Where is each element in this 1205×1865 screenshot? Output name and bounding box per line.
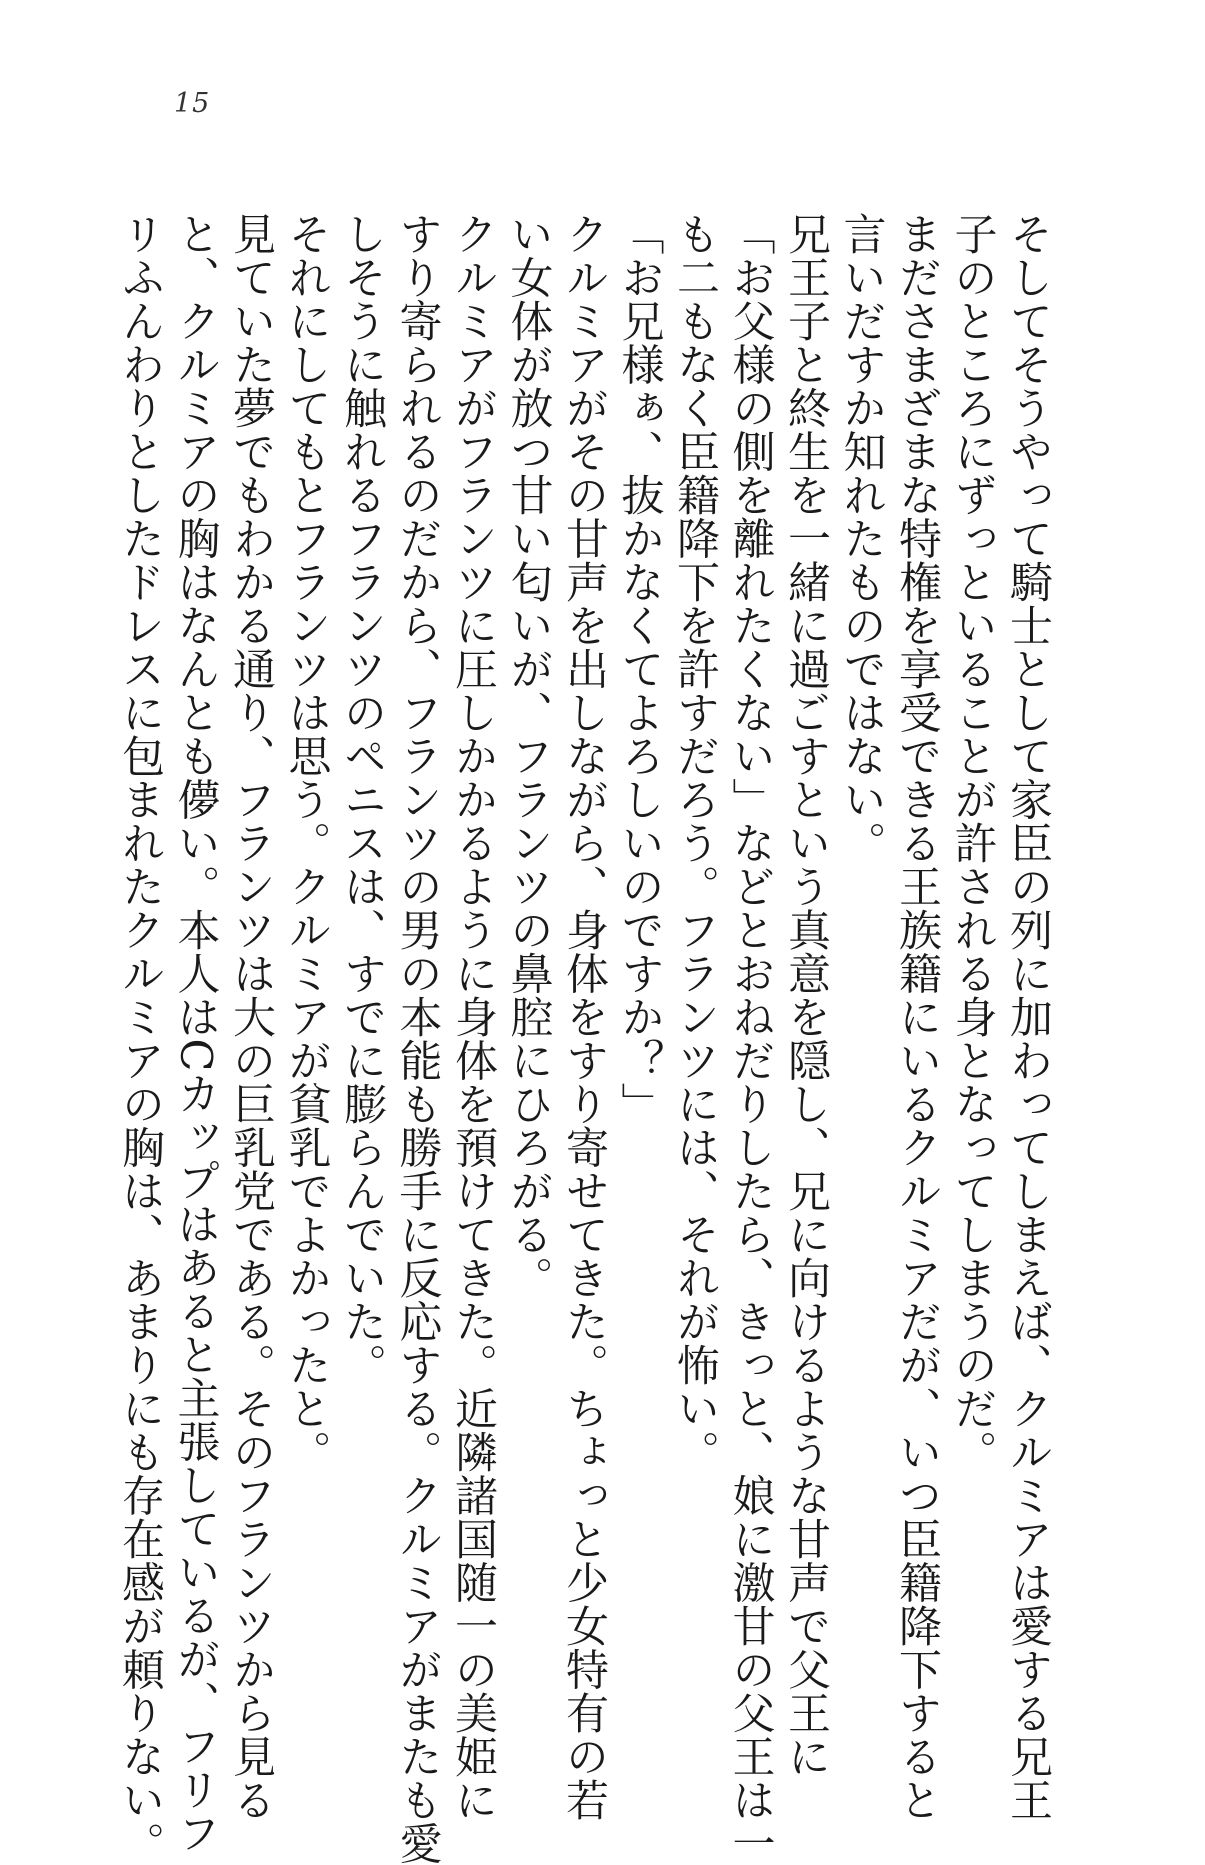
- text-line: 言いだすか知れたものではない。: [836, 212, 887, 865]
- page-number: 15: [174, 88, 211, 119]
- text-line: 兄王子と終生を一緒に過ごすという真意を隠し、兄に向けるような甘声で父王に: [781, 212, 831, 1778]
- text-line: と、クルミアの胸はなんとも儚い。本人はCカップはあると主張しているが、フリフ: [170, 212, 221, 1855]
- text-line: 子のところにずっといることが許される身となってしまうのだ。: [947, 212, 998, 1474]
- text-line: しそうに触れるフランツのペニスは、すでに膨らんでいた。: [337, 212, 387, 1387]
- text-line: 見ていた夢でもわかる通り、フランツは大の巨乳党である。そのフランツから見る: [226, 212, 276, 1822]
- text-line: まださまざまな特権を享受できる王族籍にいるクルミアだが、いつ臣籍降下すると: [892, 212, 942, 1822]
- text-line: クルミアがその甘声を出しながら、身体をすり寄せてきた。ちょっと少女特有の若: [559, 212, 609, 1822]
- text-line: 「お兄様ぁ、抜かなくてよろしいのですか？」: [614, 212, 665, 1126]
- text-line: すり寄られるのだから、フランツの男の本能も勝手に反応する。クルミアがまたも愛: [392, 212, 443, 1865]
- text-line: リふんわりとしたドレスに包まれたクルミアの胸は、あまりにも存在感が頼りない。: [115, 212, 165, 1865]
- text-line: それにしてもとフランツは思う。クルミアが貧乳でよかったと。: [281, 212, 332, 1474]
- text-line: そしてそうやって騎士として家臣の列に加わってしまえば、クルミアは愛する兄王: [1003, 212, 1053, 1822]
- novel-text-body: [112, 212, 1056, 1865]
- text-line: い女体が放つ甘い匂いが、フランツの鼻腔にひろがる。: [503, 212, 554, 1300]
- text-line: クルミアがフランツに圧しかかるように身体を預けてきた。近隣諸国随一の美姫に: [448, 212, 498, 1822]
- text-line: も二もなく臣籍降下を許すだろう。フランツには、それが怖い。: [670, 212, 720, 1474]
- text-line: 「お父様の側を離れたくない」などとおねだりしたら、きっと、娘に激甘の父王は一: [725, 212, 776, 1865]
